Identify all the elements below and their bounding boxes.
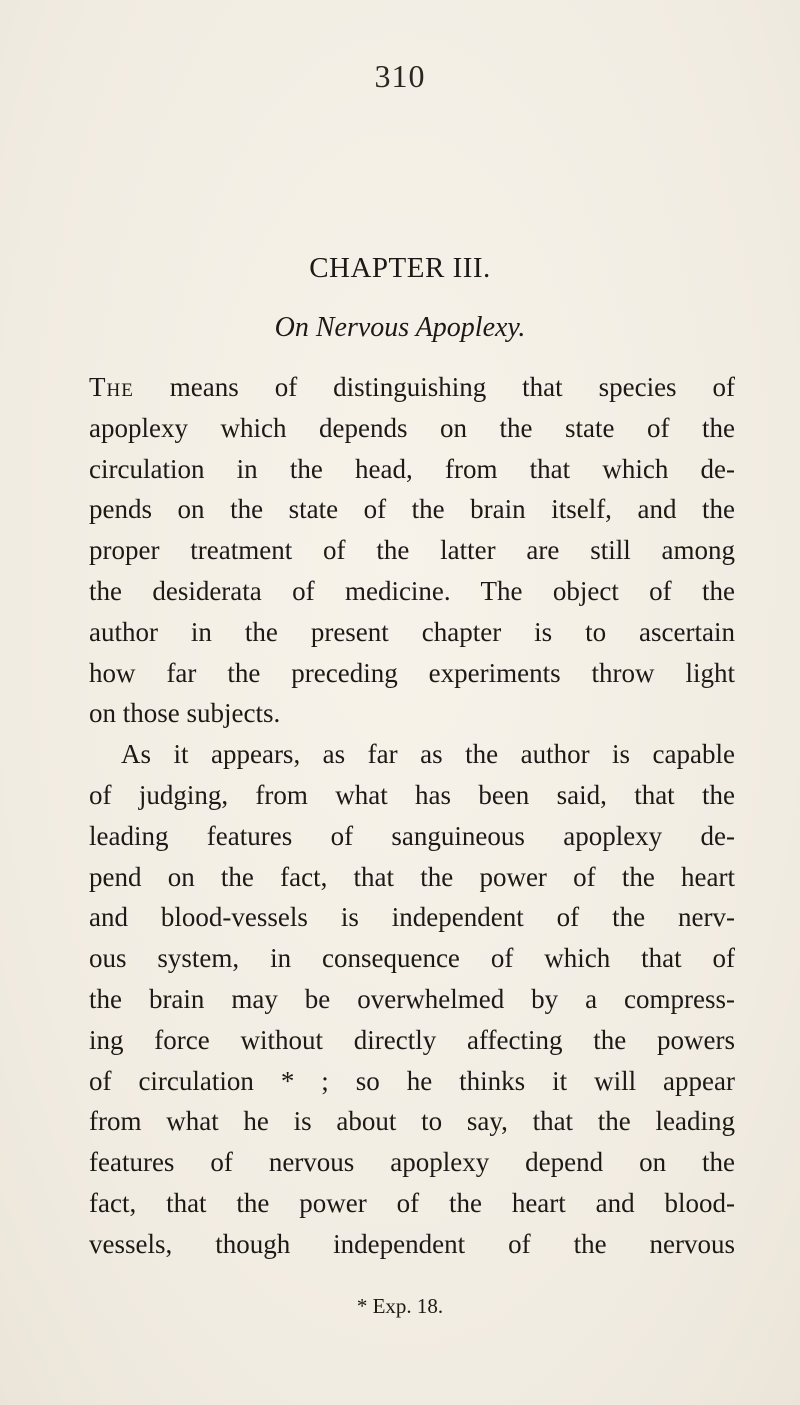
text-line: how far the preceding experiments throw light <box>89 657 735 688</box>
text-line: of circulation * ; so he thinks it will appear <box>89 1065 735 1096</box>
text-line: from what he is about to say, that the leading <box>89 1106 735 1137</box>
text-line: ing force without directly affecting the powers <box>89 1024 735 1055</box>
text-line: author in the present chapter is to ascertain <box>89 616 735 647</box>
chapter-subtitle: On Nervous Apoplexy. <box>274 312 526 343</box>
text-line <box>89 367 735 408</box>
text-line: proper treatment of the latter are still among <box>89 535 735 566</box>
text-line: fact, that the power of the heart and blood- <box>89 1187 735 1218</box>
text-line: pends on the state of the brain itself, and the <box>89 494 735 525</box>
text-line: of judging, from what has been said, that the <box>89 779 735 810</box>
text-line-content: means of distinguishing that species of <box>169 372 736 402</box>
text-line: the desiderata of medicine. The object of the <box>89 575 735 606</box>
text-line: vessels, though independent of the nervous <box>89 1228 735 1259</box>
text-line: leading features of sanguineous apoplexy de- <box>89 820 735 851</box>
text-line: and blood-vessels is independent of the nerv- <box>89 902 735 933</box>
footnote: * Exp. 18. <box>356 1294 444 1318</box>
text-line: on those subjects. <box>89 698 281 729</box>
text-line: circulation in the head, from that which de- <box>89 453 735 484</box>
page-number: 310 <box>374 58 426 94</box>
text-line: the brain may be overwhelmed by a compress- <box>89 983 735 1014</box>
chapter-title: CHAPTER III. <box>309 252 491 284</box>
text-line: apoplexy which depends on the state of the <box>89 412 735 443</box>
text-line: As it appears, as far as the author is capable <box>121 739 735 770</box>
text-line: features of nervous apoplexy depend on the <box>89 1147 735 1178</box>
opening-word: The <box>89 372 134 402</box>
body-text <box>89 367 735 1265</box>
text-line: ous system, in consequence of which that of <box>89 943 735 974</box>
text-line: pend on the fact, that the power of the heart <box>89 861 735 892</box>
